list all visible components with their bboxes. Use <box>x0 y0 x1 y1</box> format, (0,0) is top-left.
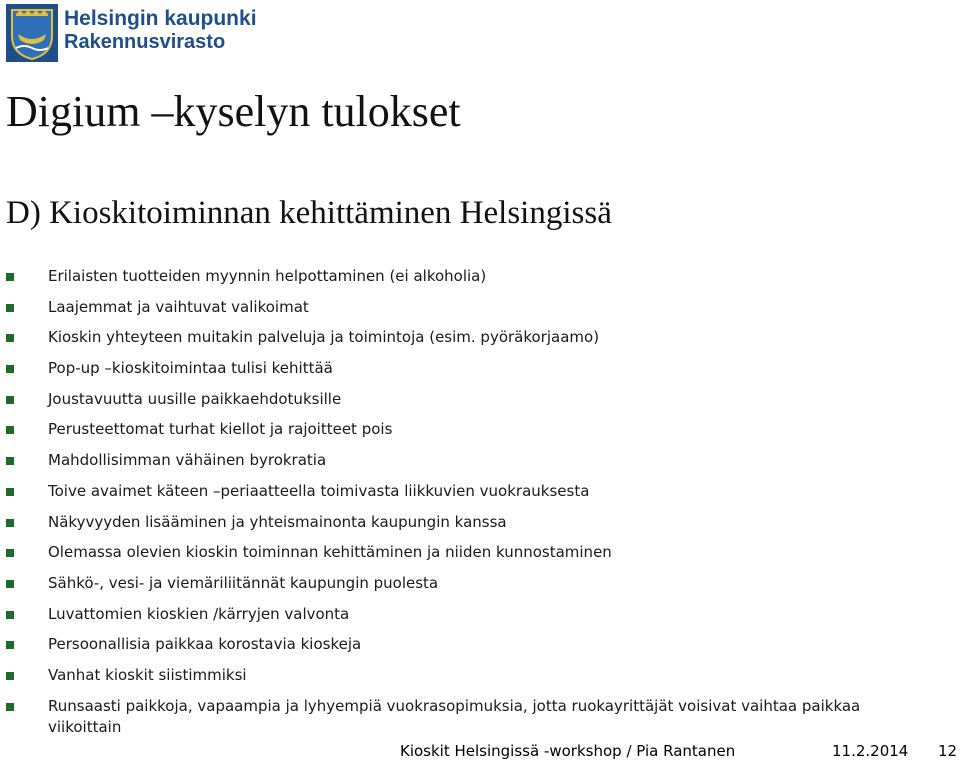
bullet-text: Pop-up –kioskitoimintaa tulisi kehittää <box>48 359 333 378</box>
square-bullet-icon <box>6 703 14 711</box>
footer-date: 11.2.2014 <box>832 742 909 760</box>
bullet-text: Olemassa olevien kioskin toiminnan kehittäminen ja niiden kunnostaminen <box>48 543 612 562</box>
square-bullet-icon <box>6 611 14 619</box>
square-bullet-icon <box>6 365 14 373</box>
org-header <box>64 7 257 54</box>
bullet-text: Kioskin yhteyteen muitakin palveluja ja toimintoja (esim. pyöräkorjaamo) <box>48 328 600 347</box>
bullet-text: Toive avaimet käteen –periaatteella toimivasta liikkuvien vuokrauksesta <box>48 481 590 500</box>
footer-text: Kioskit Helsingissä -workshop / Pia Rantanen <box>400 742 736 760</box>
bullet-item <box>0 389 960 420</box>
bullet-item <box>0 512 960 543</box>
bullet-item <box>0 450 960 481</box>
square-bullet-icon <box>6 672 14 680</box>
bullet-text: Persoonallisia paikkaa korostavia kioskeja <box>48 635 362 654</box>
square-bullet-icon <box>6 273 14 281</box>
square-bullet-icon <box>6 334 14 342</box>
bullet-text: Perusteettomat turhat kiellot ja rajoitteet pois <box>48 420 393 439</box>
bullet-item <box>0 327 960 358</box>
square-bullet-icon <box>6 304 14 312</box>
bullet-item <box>0 665 960 696</box>
square-bullet-icon <box>6 426 14 434</box>
square-bullet-icon <box>6 488 14 496</box>
square-bullet-icon <box>6 519 14 527</box>
bullet-text: Luvattomien kioskien /kärryjen valvonta <box>48 604 350 623</box>
bullet-item <box>0 297 960 328</box>
square-bullet-icon <box>6 549 14 557</box>
page-number: 12 <box>938 742 958 760</box>
slide-title: Digium –kyselyn tulokset <box>6 87 461 136</box>
bullet-item <box>0 419 960 450</box>
helsinki-coat-of-arms-icon <box>6 4 58 62</box>
org-department: Rakennusvirasto <box>64 31 226 53</box>
bullet-text: Sähkö-, vesi- ja viemäriliitännät kaupungin puolesta <box>48 573 439 592</box>
bullet-text: Runsaasti paikkoja, vapaampia ja lyhyempiä vuokrasopimuksia, jotta ruokayrittäjät voisivat vaihtaa paikkaa viikoittain <box>48 696 861 736</box>
bullet-text: Näkyvyyden lisääminen ja yhteismainonta kaupungin kanssa <box>48 512 507 531</box>
slide-subtitle: D) Kioskitoiminnan kehittäminen Helsingissä <box>6 195 612 231</box>
bullet-item <box>0 696 928 738</box>
bullet-list <box>0 266 960 738</box>
bullet-item <box>0 604 960 635</box>
bullet-text: Erilaisten tuotteiden myynnin helpottaminen (ei alkoholia) <box>48 267 487 285</box>
square-bullet-icon <box>6 396 14 404</box>
bullet-item <box>0 266 960 297</box>
bullet-item <box>0 481 960 512</box>
org-name: Helsingin kaupunki <box>64 7 257 30</box>
bullet-item <box>0 573 960 604</box>
bullet-text: Laajemmat ja vaihtuvat valikoimat <box>48 297 309 316</box>
bullet-item <box>0 542 960 573</box>
bullet-text: Joustavuutta uusille paikkaehdotuksille <box>48 389 342 408</box>
square-bullet-icon <box>6 580 14 588</box>
square-bullet-icon <box>6 457 14 465</box>
bullet-text: Vanhat kioskit siistimmiksi <box>48 665 247 684</box>
bullet-item <box>0 358 960 389</box>
bullet-item <box>0 634 960 665</box>
bullet-text: Mahdollisimman vähäinen byrokratia <box>48 451 327 470</box>
square-bullet-icon <box>6 641 14 649</box>
